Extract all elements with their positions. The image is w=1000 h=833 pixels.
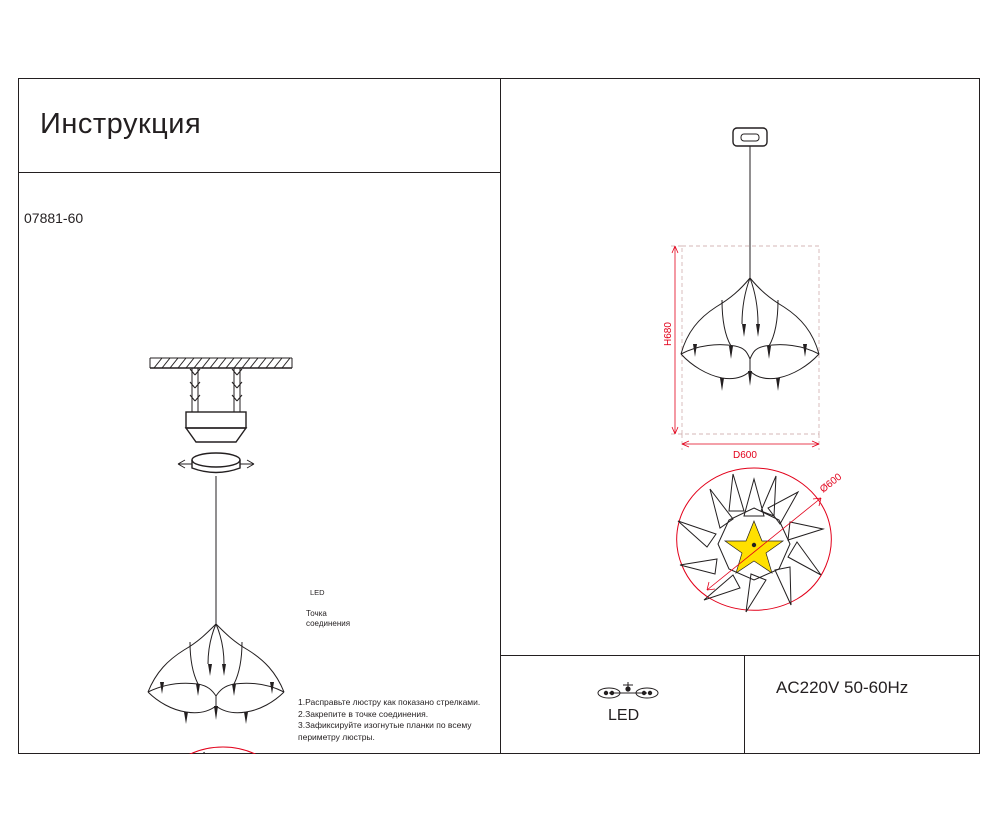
led-icon [595, 680, 665, 702]
lamp-type-label: LED [608, 707, 640, 724]
bottom-view-star-dimension [677, 468, 845, 612]
footer-divider [501, 655, 980, 656]
page-title: Инструкция [40, 108, 202, 140]
height-dimension [663, 246, 678, 434]
dimension-bounding-box [669, 246, 819, 450]
callout-connection-point-line2: соединения [306, 619, 351, 628]
instruction-step-2: 2.Закрепите в точке соединения. [298, 708, 429, 719]
canopy [178, 453, 254, 488]
callout-connection-point-line1: Точка [306, 609, 327, 618]
voltage-label: AC220V 50-60Hz [776, 678, 909, 697]
assembly-diagram [18, 172, 500, 754]
footer-vertical-divider [744, 655, 745, 754]
instruction-steps [298, 697, 498, 743]
bottom-view-star [151, 747, 326, 754]
instruction-step-3: 3.Зафиксируйте изогнутые планки по всему [298, 720, 472, 730]
instruction-step-1: 1.Расправьте люстру как показано стрелками. [298, 697, 481, 707]
width-dimension [682, 441, 819, 461]
dimension-diagram [501, 78, 980, 655]
ceiling-mount [733, 128, 767, 258]
chandelier-side-view [681, 258, 819, 391]
callout-led-label: LED [310, 588, 325, 597]
chandelier-body [148, 602, 284, 724]
mounting-bracket [186, 368, 246, 442]
callout-connection-point [306, 609, 350, 629]
height-dimension-label: H680 [663, 322, 674, 346]
diameter-dimension-label: Ø600 [818, 471, 845, 496]
width-dimension-label: D600 [733, 450, 757, 461]
ceiling-symbol [150, 358, 292, 368]
instruction-step-3b: периметру люстры. [298, 731, 375, 742]
model-code: 07881-60 [24, 210, 84, 226]
